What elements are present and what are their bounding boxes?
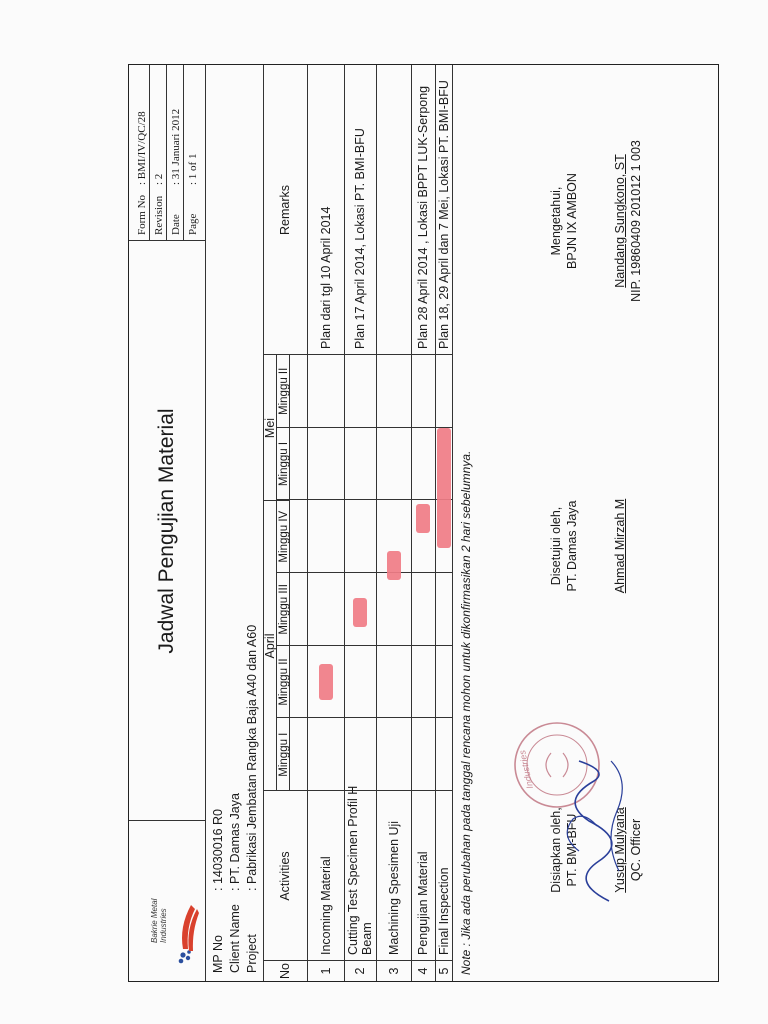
project-label: Project (245, 934, 259, 973)
header-activities: Activities (278, 851, 292, 901)
month-april: April (263, 633, 277, 659)
mp-no-label: MP No (211, 935, 225, 973)
schedule-table (263, 65, 453, 981)
header-divider (205, 65, 206, 981)
row-no: 3 (386, 967, 401, 975)
row-line (411, 65, 412, 981)
signature-3-line1: Mengetahui, (549, 186, 563, 256)
row-remark: Plan 28 April 2014 , Lokasi BPPT LUK-Serpong (416, 85, 430, 349)
week-label: Minggu II (278, 658, 290, 706)
note-text: Note : Jika ada perubahan pada tanggal rencana mohon untuk dikonfirmasikan 2 hari sebelumnya. (459, 450, 473, 975)
form-row-line (183, 65, 184, 241)
signature-1-position: QC. Officer (629, 818, 643, 882)
form-no-label: Form No (136, 194, 148, 235)
form-row-line (149, 65, 150, 241)
stamp-text: Industries (517, 749, 535, 790)
gantt-bar (416, 504, 430, 533)
revision-value: : 2 (153, 173, 165, 185)
week-column-line (276, 427, 452, 428)
header-no: No (278, 963, 292, 979)
row-no: 4 (416, 967, 430, 975)
week-column-line (276, 645, 452, 646)
row-line (344, 65, 345, 981)
week-label: Minggu III (278, 584, 290, 635)
logo-icon (139, 897, 199, 967)
signature-2-line2: PT. Damas Jaya (565, 500, 579, 592)
signature-scribble (549, 751, 629, 911)
table-bottom-line (452, 65, 453, 981)
row-no: 5 (436, 967, 451, 975)
form-no-value: : BMI/IV/QC/28 (136, 111, 148, 185)
week-column-line (276, 717, 452, 718)
signature-1-line2: PT. BMI-BFU (565, 813, 579, 887)
company-logo (139, 897, 199, 967)
row-activity: Final Inspection (436, 867, 451, 955)
gantt-bar (387, 551, 401, 580)
client-name-value: : PT. Damas Jaya (228, 793, 242, 891)
project-value: : Pabrikasi Jembatan Rangka Baja A40 dan A60 (245, 624, 259, 891)
gantt-bar (353, 598, 367, 627)
row-activity-cont: Beam (360, 922, 374, 955)
document-sheet (128, 64, 719, 982)
signature-3-position: NIP. 19860409 201012 1 003 (629, 140, 643, 302)
week-label: Minggu I (278, 441, 290, 487)
page-label: Page (187, 213, 199, 235)
row-activity: Pengujian Material (416, 851, 430, 955)
signature-2-line1: Disetujui oleh, (549, 506, 563, 586)
signature-3-line2: BPJN IX AMBON (565, 173, 579, 269)
week-label: Minggu IV (278, 510, 290, 563)
logo-text-2: Industries (159, 908, 168, 943)
row-remark: Plan 18, 29 April dan 7 Mei, Lokasi PT. BMI-BFU (436, 80, 451, 349)
week-column-line (276, 499, 452, 500)
row-activity: Incoming Material (318, 856, 333, 955)
month-mei: Mei (263, 417, 277, 439)
signature-icon (549, 751, 629, 911)
signature-2-name: Ahmad Mirzah M (613, 498, 627, 594)
header-remarks: Remarks (278, 185, 292, 236)
gantt-bar (437, 428, 451, 548)
page-value: : 1 of 1 (187, 153, 199, 185)
client-name-label: Client Name (228, 904, 242, 973)
date-label: Date (170, 214, 182, 235)
revision-label: Revision (153, 195, 165, 235)
signature-1-name: Yusup Mulyana (613, 807, 627, 893)
row-line (376, 65, 377, 981)
document-title: Jadwal Pengujian Material (155, 408, 178, 654)
gantt-bar (319, 664, 333, 700)
row-no: 2 (353, 967, 367, 975)
row-activity: Machining Spesimen Uji (386, 820, 401, 955)
mp-no-value: : 14030016 R0 (211, 808, 225, 891)
week-column-line (276, 572, 452, 573)
signature-3-name: Nandang Sungkono, ST (613, 154, 627, 288)
logo-text-1: Bakrie Metal (150, 898, 159, 943)
date-value: : 31 Januari 2012 (170, 108, 182, 185)
row-remark: Plan dari tgl 10 April 2014 (318, 206, 333, 349)
row-remark: Plan 17 April 2014, Lokasi PT. BMI-BFU (353, 128, 367, 349)
row-no: 1 (318, 967, 333, 975)
row-activity: Cutting Test Specimen Profil H (346, 785, 360, 955)
form-row-line (166, 65, 167, 241)
header-bottom-line (307, 65, 308, 981)
week-label: Minggu I (278, 732, 290, 777)
signature-1-line1: Disiapkan oleh, (549, 807, 563, 893)
week-label: Minggu II (278, 367, 290, 415)
